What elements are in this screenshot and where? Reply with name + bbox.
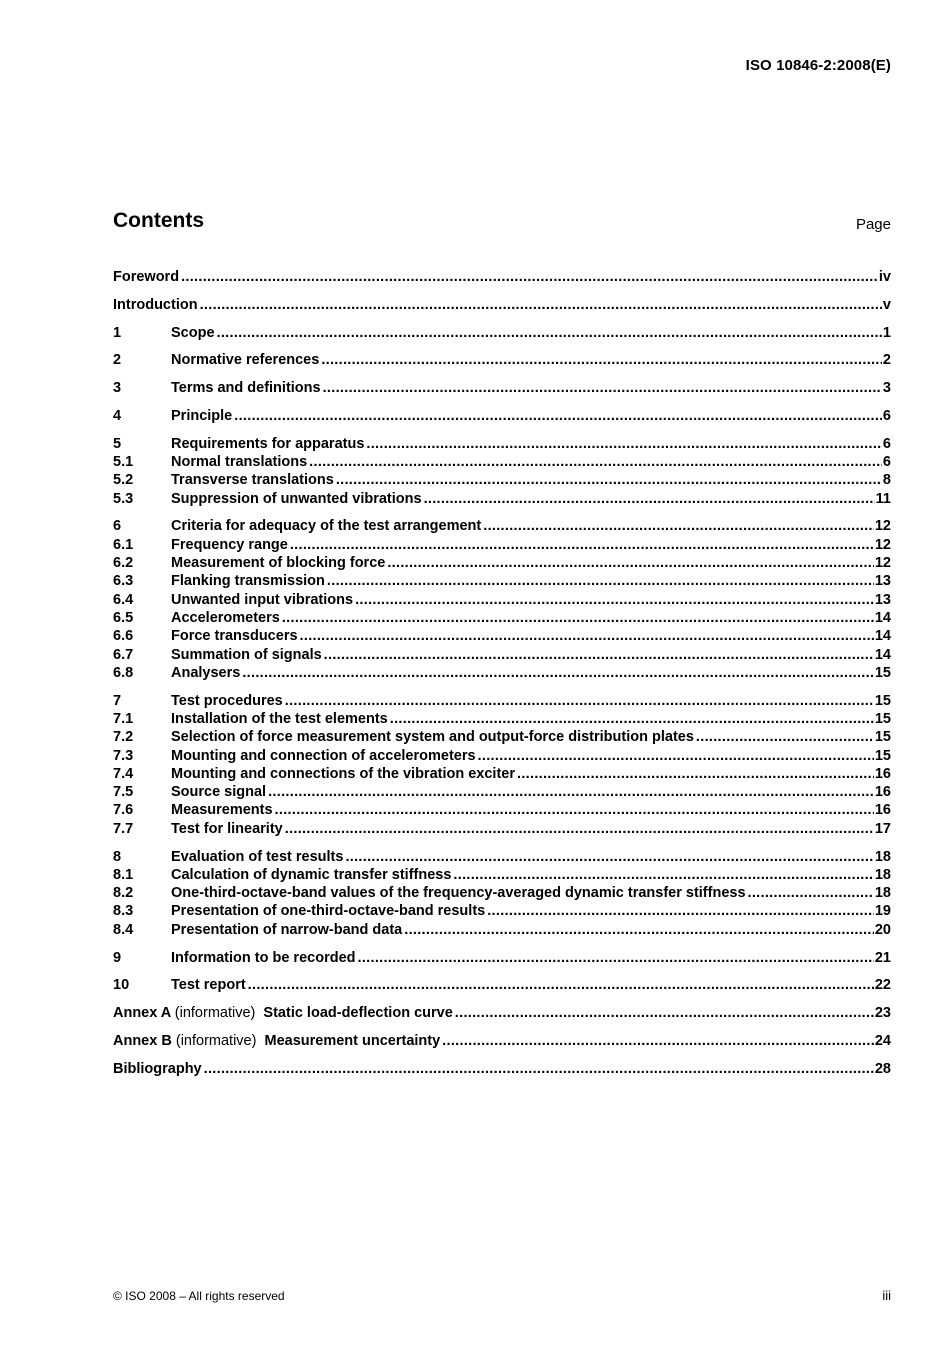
dot-leader: [275, 801, 874, 819]
page-number: iii: [882, 1288, 891, 1303]
table-of-contents: [113, 268, 891, 1087]
toc-entry-title: Requirements for apparatus: [171, 435, 365, 452]
dot-leader: [285, 692, 874, 710]
toc-entry-number: 2: [113, 352, 122, 369]
toc-entry-number: 6.6: [113, 628, 134, 645]
toc-entry-page: 6: [882, 407, 891, 424]
toc-entry-title: Analysers: [171, 664, 241, 681]
toc-entry-number: 8.4: [113, 921, 134, 938]
toc-entry-number: 6.2: [113, 555, 134, 572]
toc-entry-page: 16: [874, 765, 891, 782]
toc-entry-title: Presentation of one-third-octave-band results: [171, 903, 486, 920]
toc-group: [113, 1032, 891, 1050]
toc-entry[interactable]: [113, 765, 891, 783]
dot-leader: [336, 471, 882, 489]
toc-entry-number: 7.5: [113, 784, 134, 801]
toc-entry-title: Criteria for adequacy of the test arrangement: [171, 518, 482, 535]
toc-entry-page: 14: [874, 646, 891, 663]
toc-entry-page: 8: [882, 472, 891, 489]
toc-entry-page: 1: [882, 324, 891, 341]
toc-entry-title: Test for linearity: [171, 820, 283, 837]
dot-leader: [268, 783, 874, 801]
dot-leader: [181, 268, 878, 286]
toc-entry-page: 12: [874, 555, 891, 572]
toc-group: [113, 351, 891, 369]
toc-group: [113, 976, 891, 994]
toc-entry-number: 10: [113, 977, 130, 994]
toc-entry-title: Scope: [171, 324, 215, 341]
toc-entry-title: Accelerometers: [171, 609, 280, 626]
toc-entry-title: Mounting and connection of accelerometers: [171, 747, 476, 764]
dot-leader: [478, 747, 874, 765]
toc-entry[interactable]: [113, 572, 891, 590]
toc-group: [113, 1004, 891, 1022]
dot-leader: [390, 710, 874, 728]
toc-entry-page: 2: [882, 352, 891, 369]
dot-leader: [217, 324, 882, 342]
toc-entry-page: 12: [874, 536, 891, 553]
toc-group: [113, 268, 891, 286]
toc-entry-page: 14: [874, 628, 891, 645]
toc-group: [113, 848, 891, 939]
toc-entry[interactable]: [113, 296, 891, 314]
toc-entry-page: 28: [874, 1060, 891, 1077]
dot-leader: [366, 435, 882, 453]
toc-entry-page: 13: [874, 591, 891, 608]
toc-entry[interactable]: [113, 820, 891, 838]
toc-entry-page: 15: [874, 710, 891, 727]
toc-entry[interactable]: [113, 471, 891, 489]
toc-entry-page: 19: [874, 903, 891, 920]
toc-group: [113, 435, 891, 508]
dot-leader: [204, 1060, 874, 1078]
toc-group: [113, 379, 891, 397]
toc-entry-number: 6.7: [113, 646, 134, 663]
toc-group: [113, 296, 891, 314]
annex-title: Measurement uncertainty: [264, 1032, 441, 1049]
toc-entry-number: 6.3: [113, 573, 134, 590]
toc-entry-number: 8.2: [113, 885, 134, 902]
toc-entry-number: 7: [113, 692, 122, 709]
dot-leader: [483, 517, 874, 535]
dot-leader: [387, 554, 874, 572]
dot-leader: [424, 490, 875, 508]
toc-entry-page: 21: [874, 949, 891, 966]
toc-entry-title: Summation of signals: [171, 646, 322, 663]
toc-entry-title: Calculation of dynamic transfer stiffness: [171, 866, 452, 883]
dot-leader: [324, 646, 874, 664]
toc-entry[interactable]: [113, 453, 891, 471]
dot-leader: [748, 884, 874, 902]
toc-entry-number: 8: [113, 848, 122, 865]
toc-entry-title: Installation of the test elements: [171, 710, 388, 727]
toc-entry[interactable]: [113, 1032, 891, 1050]
dot-leader: [517, 765, 874, 783]
annex-label: Annex A: [113, 1005, 171, 1022]
dot-leader: [345, 848, 873, 866]
toc-entry-number: 6.8: [113, 664, 134, 681]
toc-entry-page: 24: [874, 1032, 891, 1049]
toc-entry-title: Normative references: [171, 352, 320, 369]
toc-entry-number: 8.3: [113, 903, 134, 920]
toc-entry[interactable]: [113, 1060, 891, 1078]
toc-entry[interactable]: [113, 627, 891, 645]
toc-entry[interactable]: [113, 801, 891, 819]
toc-entry-page: 15: [874, 692, 891, 709]
toc-entry-title: Transverse translations: [171, 472, 334, 489]
toc-entry-page: iv: [878, 269, 891, 285]
toc-group: [113, 1060, 891, 1078]
toc-entry[interactable]: [113, 747, 891, 765]
toc-entry-page: 15: [874, 729, 891, 746]
toc-entry[interactable]: [113, 646, 891, 664]
page-title: Contents: [113, 209, 204, 232]
dot-leader: [248, 976, 874, 994]
toc-entry-title: [113, 1032, 440, 1050]
toc-entry-number: 7.1: [113, 710, 134, 727]
toc-entry-page: 6: [882, 435, 891, 452]
toc-entry-title: Evaluation of test results: [171, 848, 344, 865]
toc-entry[interactable]: [113, 866, 891, 884]
toc-entry[interactable]: [113, 536, 891, 554]
toc-entry-number: 5.1: [113, 454, 134, 471]
toc-entry-page: 18: [874, 885, 891, 902]
toc-entry-page: 11: [875, 490, 891, 507]
dot-leader: [696, 728, 874, 746]
toc-entry-title: Test procedures: [171, 692, 283, 709]
copyright-notice: © ISO 2008 – All rights reserved: [113, 1289, 285, 1303]
toc-entry-page: 16: [874, 784, 891, 801]
toc-entry-number: 6.1: [113, 536, 134, 553]
toc-entry[interactable]: [113, 848, 891, 866]
toc-entry-title: Selection of force measurement system and output-force distribution plates: [171, 729, 694, 746]
toc-entry-title: Flanking transmission: [171, 573, 325, 590]
toc-entry-page: 12: [874, 518, 891, 535]
toc-entry-page: 15: [874, 664, 891, 681]
toc-entry-page: 6: [882, 454, 891, 471]
toc-entry-page: 18: [874, 848, 891, 865]
toc-entry[interactable]: [113, 1004, 891, 1022]
toc-entry-number: 8.1: [113, 866, 134, 883]
toc-group: [113, 517, 891, 682]
dot-leader: [285, 820, 874, 838]
dot-leader: [242, 664, 874, 682]
toc-entry-number: 5.3: [113, 490, 134, 507]
toc-entry[interactable]: [113, 664, 891, 682]
toc-group: [113, 407, 891, 425]
toc-entry-title: Foreword: [113, 269, 180, 285]
toc-entry[interactable]: [113, 728, 891, 746]
dot-leader: [327, 572, 874, 590]
dot-leader: [321, 351, 882, 369]
toc-entry-number: 6.5: [113, 609, 134, 626]
toc-entry[interactable]: [113, 902, 891, 920]
dot-leader: [358, 949, 874, 967]
toc-entry-title: Measurements: [171, 802, 273, 819]
toc-entry-title: Test report: [171, 977, 246, 994]
dot-leader: [309, 453, 882, 471]
toc-entry-number: 7.4: [113, 765, 134, 782]
toc-entry-number: 1: [113, 324, 122, 341]
toc-entry-title: Bibliography: [113, 1060, 202, 1077]
toc-entry-title: Source signal: [171, 784, 267, 801]
annex-title: Static load-deflection curve: [263, 1005, 453, 1022]
toc-entry-page: 15: [874, 747, 891, 764]
toc-entry-title: [113, 1004, 453, 1022]
dot-leader: [234, 407, 882, 425]
toc-entry-title: Suppression of unwanted vibrations: [171, 490, 422, 507]
toc-entry-page: 14: [874, 609, 891, 626]
toc-entry-title: Force transducers: [171, 628, 298, 645]
toc-entry-number: 7.6: [113, 802, 134, 819]
dot-leader: [355, 591, 874, 609]
toc-entry[interactable]: [113, 591, 891, 609]
toc-entry[interactable]: [113, 783, 891, 801]
toc-entry[interactable]: [113, 710, 891, 728]
toc-entry[interactable]: [113, 921, 891, 939]
toc-entry-number: 6: [113, 518, 122, 535]
toc-entry-title: Normal translations: [171, 454, 308, 471]
toc-entry-number: 7.7: [113, 820, 134, 837]
toc-entry-number: 3: [113, 380, 122, 397]
toc-entry-number: 5: [113, 435, 122, 452]
annex-note: (informative): [175, 1032, 257, 1049]
toc-entry-number: 7.3: [113, 747, 134, 764]
toc-entry-title: Information to be recorded: [171, 949, 356, 966]
dot-leader: [282, 609, 874, 627]
toc-entry[interactable]: [113, 268, 891, 286]
toc-entry-page: 13: [874, 573, 891, 590]
toc-entry-page: 20: [874, 921, 891, 938]
toc-entry[interactable]: [113, 692, 891, 710]
toc-entry-page: 18: [874, 866, 891, 883]
toc-entry-number: 7.2: [113, 729, 134, 746]
dot-leader: [442, 1032, 874, 1050]
toc-entry-page: 3: [882, 380, 891, 397]
toc-entry[interactable]: [113, 609, 891, 627]
dot-leader: [404, 921, 874, 939]
toc-entry[interactable]: [113, 324, 891, 342]
toc-entry-title: Terms and definitions: [171, 380, 321, 397]
document-id: ISO 10846-2:2008(E): [745, 57, 891, 74]
dot-leader: [300, 627, 874, 645]
toc-entry-title: Mounting and connections of the vibration exciter: [171, 765, 515, 782]
page-column-label: Page: [855, 216, 891, 233]
dot-leader: [453, 866, 873, 884]
toc-entry-title: Presentation of narrow-band data: [171, 921, 403, 938]
toc-entry-title: Principle: [171, 407, 233, 424]
toc-entry-page: 23: [874, 1005, 891, 1022]
toc-entry-title: Introduction: [113, 296, 198, 313]
toc-entry-number: 4: [113, 407, 122, 424]
toc-entry[interactable]: [113, 379, 891, 397]
toc-entry[interactable]: [113, 554, 891, 572]
toc-group: [113, 949, 891, 967]
toc-entry[interactable]: [113, 435, 891, 453]
toc-entry[interactable]: [113, 407, 891, 425]
toc-entry[interactable]: [113, 949, 891, 967]
toc-entry-title: Measurement of blocking force: [171, 555, 386, 572]
dot-leader: [323, 379, 882, 397]
toc-entry-page: 16: [874, 802, 891, 819]
toc-entry-page: 17: [874, 820, 891, 837]
toc-entry-number: 5.2: [113, 472, 134, 489]
toc-entry[interactable]: [113, 884, 891, 902]
toc-entry-title: One-third-octave-band values of the frequency-averaged dynamic transfer stiffness: [171, 885, 746, 902]
toc-entry[interactable]: [113, 517, 891, 535]
annex-note: (informative): [174, 1005, 256, 1022]
toc-entry-page: v: [882, 296, 891, 313]
toc-entry[interactable]: [113, 976, 891, 994]
dot-leader: [487, 902, 874, 920]
toc-entry-number: 6.4: [113, 591, 134, 608]
toc-entry-number: 9: [113, 949, 122, 966]
dot-leader: [200, 296, 882, 314]
toc-group: [113, 324, 891, 342]
dot-leader: [455, 1004, 874, 1022]
toc-group: [113, 692, 891, 838]
toc-entry-page: 22: [874, 977, 891, 994]
toc-entry-title: Frequency range: [171, 536, 288, 553]
annex-label: Annex B: [113, 1032, 172, 1049]
toc-entry[interactable]: [113, 490, 891, 508]
dot-leader: [290, 536, 874, 554]
toc-entry[interactable]: [113, 351, 891, 369]
toc-entry-title: Unwanted input vibrations: [171, 591, 354, 608]
